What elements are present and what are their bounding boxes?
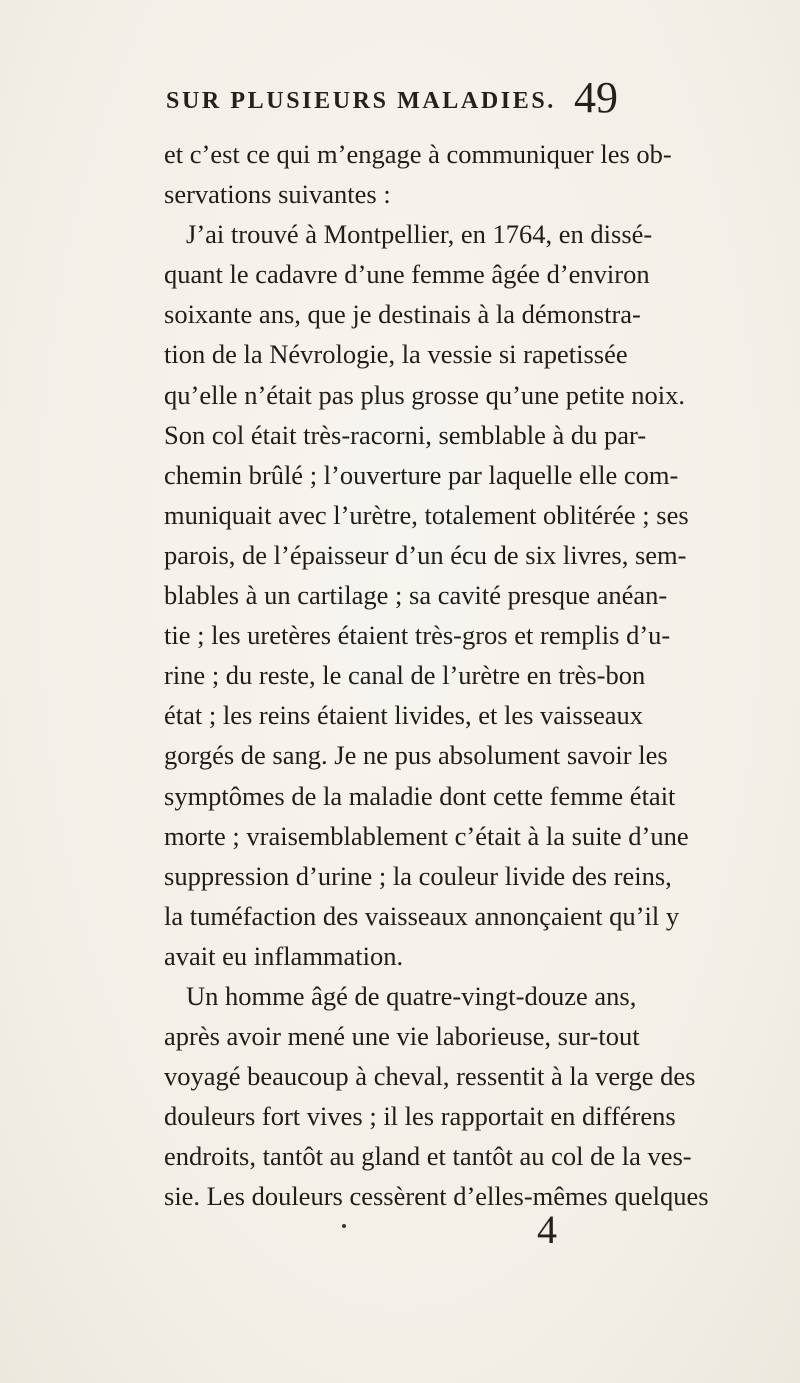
text-line: après avoir mené une vie laborieuse, sur-tout bbox=[164, 1021, 640, 1052]
text-line: symptômes de la maladie dont cette femme était bbox=[164, 780, 676, 811]
text-line: servations suivantes : bbox=[164, 179, 391, 210]
text-line: endroits, tantôt au gland et tantôt au col de la ves- bbox=[164, 1141, 692, 1172]
page-header bbox=[166, 72, 666, 132]
text-line: gorgés de sang. Je ne pus absolument savoir les bbox=[164, 740, 668, 771]
text-line: tion de la Névrologie, la vessie si rapetissée bbox=[164, 339, 628, 370]
running-title: SUR PLUSIEURS MALADIES. bbox=[166, 88, 556, 114]
text-line: quant le cadavre d’une femme âgée d’environ bbox=[164, 259, 650, 290]
text-line: chemin brûlé ; l’ouverture par laquelle elle com- bbox=[164, 459, 679, 490]
signature-dot bbox=[342, 1224, 346, 1228]
text-line: tie ; les uretères étaient très-gros et remplis d’u- bbox=[164, 620, 671, 651]
text-line: avait eu inflammation. bbox=[164, 940, 404, 971]
text-line: sie. Les douleurs cessèrent d’elles-mêmes quelques bbox=[164, 1181, 709, 1212]
page-number: 49 bbox=[574, 73, 618, 122]
text-line: la tuméfaction des vaisseaux annonçaient qu’il y bbox=[164, 900, 680, 931]
signature-mark: 4 bbox=[537, 1207, 557, 1252]
body-text bbox=[164, 134, 764, 1217]
text-line: rine ; du reste, le canal de l’urètre en très-bon bbox=[164, 660, 646, 691]
text-line: Un homme âgé de quatre-vingt-douze ans, bbox=[186, 980, 637, 1011]
text-line: J’ai trouvé à Montpellier, en 1764, en dissé- bbox=[186, 219, 653, 250]
text-line: soixante ans, que je destinais à la démonstra- bbox=[164, 299, 641, 330]
text-line: morte ; vraisemblablement c’était à la suite d’une bbox=[164, 820, 689, 851]
text-line: Son col était très-racorni, semblable à du par- bbox=[164, 419, 647, 450]
text-line: et c’est ce qui m’engage à communiquer les ob- bbox=[164, 139, 672, 169]
text-line: parois, de l’épaisseur d’un écu de six livres, sem- bbox=[164, 539, 687, 570]
text-line: qu’elle n’était pas plus grosse qu’une petite noix. bbox=[164, 379, 686, 410]
text-line: voyagé beaucoup à cheval, ressentit à la verge des bbox=[164, 1061, 696, 1092]
text-line: douleurs fort vives ; il les rapportait en différens bbox=[164, 1101, 676, 1132]
text-line: blables à un cartilage ; sa cavité presque anéan- bbox=[164, 580, 668, 611]
text-line: suppression d’urine ; la couleur livide des reins, bbox=[164, 860, 672, 891]
text-line: état ; les reins étaient livides, et les vaisseaux bbox=[164, 700, 644, 731]
text-line: muniquait avec l’urètre, totalement oblitérée ; ses bbox=[164, 499, 689, 530]
